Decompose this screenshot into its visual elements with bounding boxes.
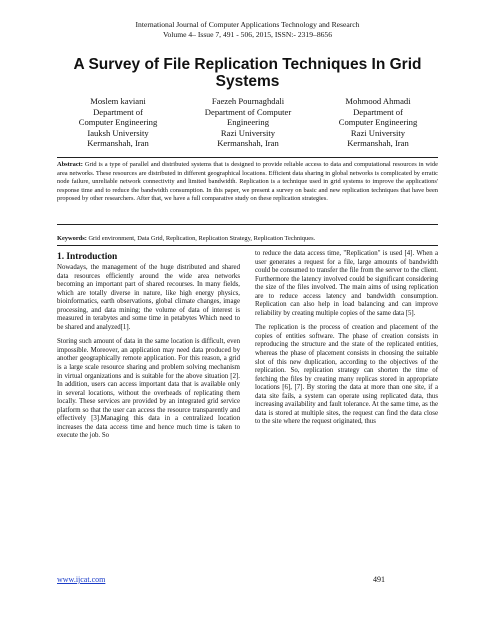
page-number: 491: [373, 575, 385, 584]
paragraph: Storing such amount of data in the same location is difficult, even impossible. Moreover, an application may need data produced by another geographically remote application. For this reason, a grid is a large scale resource sharing and problem solving mechanism in virtual organizations and is suitable for the above situation [2]. In addition, users can access important data that is available only in several locations, without the overheads of replicating them locally. These services are provided by an integrated grid service platform so that the user can access the resource transparently and effectively [3].Managing this data in a centralized location increases the data access time and hence much time is taken to execute the job. So: [57, 338, 240, 440]
abstract-top-rule: [57, 157, 438, 158]
journal-name: International Journal of Computer Applications Technology and Research: [135, 20, 360, 29]
paragraph: Nowadays, the management of the huge distributed and shared data resources efficiently around the wide area networks becoming an important part of shared recourses. In many fields, which are totally diverse in nature, like high energy physics, bioinformatics, earth observations, global climate changes, image processing, and data mining; the volume of data of interest is measured in terabytes and some time in petabytes Which need to be shared and analyzed[1].: [57, 264, 240, 331]
author-affiliation-line: Kermanshah, Iran: [347, 138, 409, 149]
author-affiliation-line: Kermanshah, Iran: [87, 138, 149, 149]
paragraph: to reduce the data access time, "Replication" is used [4]. When a user generates a request for a file, large amounts of bandwidth could be consumed to transfer the file from the server to the client. Furthermore the latency involved could be significant considering the size of the files involved. The main aims of using replication are to reduce access latency and bandwidth consumption. Replication can also help in load balancing and can improve reliability by creating multiple copies of the same data [5].: [255, 250, 438, 317]
keywords: [57, 235, 438, 244]
author-affiliation-line: Engineering: [227, 117, 269, 128]
author-affiliation-line: Department of Computer: [204, 106, 292, 117]
author-affiliation-line: Computer Engineering: [338, 117, 418, 128]
keywords-rule: [57, 245, 438, 246]
abstract-label: Abstract:: [57, 161, 83, 168]
author-1: [58, 96, 178, 149]
keywords-label: Keywords:: [57, 235, 87, 242]
paragraph: The replication is the process of creation and placement of the copies of entities software. The phase of creation consists in reproducing the structure and the state of the replicated entities, whereas the phase of placement consists in choosing the suitable slot of this new duplication, according to the objectives of the replication. So, replication strategy can shorten the time of fetching the files by creating many replicas stored in appropriate locations [6], [7]. By storing the data at more than one site, if a data site fails, a system can operate using replicated data, thus increasing availability and fault tolerance. At the same time, as the data is stored at multiple sites, the request can find the data close to the site where the request originated, thus: [255, 324, 438, 426]
left-column: [57, 250, 240, 447]
author-affiliation-line: Department of: [353, 106, 403, 117]
author-affiliation-line: Razi University: [350, 127, 406, 138]
author-affiliation-line: Kermanshah, Iran: [217, 138, 279, 149]
author-name: Mohmood Ahmadi: [345, 96, 411, 106]
author-3: [318, 96, 438, 149]
section-heading: 1. Introduction: [57, 252, 118, 262]
author-name: Faezeh Pournaghdali: [211, 96, 285, 106]
author-block: [58, 96, 438, 149]
abstract-bottom-rule: [57, 224, 438, 225]
author-affiliation-line: Razi University: [220, 127, 276, 138]
author-2: [188, 96, 308, 149]
abstract-text: Grid is a type of parallel and distributed systems that is designed to provide reliable access to data and computational resources in wide area networks. These resources are distributed in different geographical locations. Efficient data sharing in global networks is complicated by erratic node failure, unreliable network connectivity and limited bandwidth. Replication is a technique used in grid systems to improve the applications' response time and to reduce the bandwidth consumption. In this paper, we present a survey on basic and new replication techniques that have been proposed by other researchers. After that, we have a full comparative study on these replication strategies.: [57, 161, 438, 203]
right-column: [255, 250, 438, 433]
author-affiliation-line: Computer Engineering: [78, 117, 158, 128]
journal-volume: Volume 4– Issue 7, 491 - 506, 2015, ISSN:- 2319–8656: [162, 29, 333, 39]
author-affiliation-line: Iauksh University: [87, 127, 149, 138]
keywords-text: Grid environment, Data Grid, Replication, Replication Strategy, Replication Techniques.: [88, 235, 316, 242]
journal-header: [0, 20, 495, 39]
author-name: Moslem kaviani: [90, 96, 146, 106]
author-affiliation-line: Department of: [93, 106, 143, 117]
abstract: [57, 161, 438, 204]
paper-title: A Survey of File Replication Techniques In Grid Systems: [73, 56, 422, 90]
journal-website-link[interactable]: www.ijcat.com: [57, 575, 106, 584]
